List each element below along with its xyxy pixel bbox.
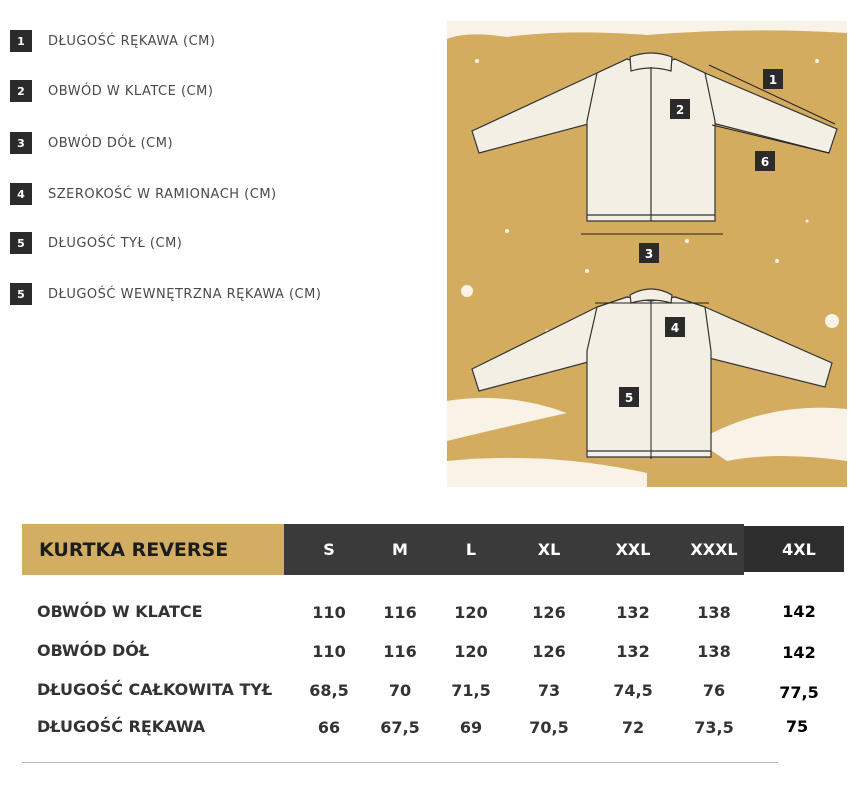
marker-6-label: 6 (760, 155, 770, 169)
table-cell: 110 (312, 642, 346, 661)
legend-label: OBWÓD DÓŁ (CM) (48, 135, 174, 151)
table-cell: 73,5 (694, 718, 734, 737)
legend-number-badge: 3 (10, 132, 32, 154)
table-cell: 116 (383, 642, 417, 661)
marker-2-label: 2 (675, 103, 685, 117)
size-header: 4XL (782, 540, 816, 559)
table-cell: 142 (782, 643, 816, 662)
table-cell: 66 (317, 718, 341, 737)
size-table-header (22, 524, 844, 575)
table-cell: 70 (388, 681, 412, 700)
table-cell: 67,5 (380, 718, 420, 737)
legend-number-badge: 2 (10, 80, 32, 102)
size-header: XXL (615, 540, 651, 559)
size-header: S (323, 540, 335, 559)
table-cell: 132 (616, 642, 650, 661)
table-cell: 74,5 (613, 681, 653, 700)
legend-number-badge: 5 (10, 283, 32, 305)
product-title: KURTKA REVERSE (22, 524, 284, 575)
legend-number-badge: 1 (10, 30, 32, 52)
marker-4-label: 4 (670, 321, 680, 335)
legend-item (10, 282, 321, 306)
marker-5-label: 5 (624, 391, 634, 405)
table-cell: 70,5 (529, 718, 569, 737)
row-label: OBWÓD DÓŁ (37, 641, 150, 660)
legend-item (10, 231, 182, 255)
size-header: XXXL (690, 540, 738, 559)
table-cell: 69 (459, 718, 483, 737)
size-header: L (465, 540, 477, 559)
legend-label: DŁUGOŚĆ WEWNĘTRZNA RĘKAWA (CM) (48, 286, 322, 302)
table-cell: 77,5 (779, 683, 819, 702)
size-header: XL (537, 540, 561, 559)
row-label: DŁUGOŚĆ RĘKAWA (37, 717, 206, 736)
marker-3-label: 3 (644, 247, 654, 261)
legend-item (10, 29, 215, 53)
table-cell: 116 (383, 603, 417, 622)
legend-label: OBWÓD W KLATCE (CM) (48, 83, 214, 99)
legend-label: DŁUGOŚĆ RĘKAWA (CM) (48, 33, 216, 49)
legend-label: SZEROKOŚĆ W RAMIONACH (CM) (48, 186, 277, 202)
legend-label: DŁUGOŚĆ TYŁ (CM) (48, 235, 183, 251)
table-cell: 76 (702, 681, 726, 700)
divider (22, 762, 778, 763)
table-cell: 68,5 (309, 681, 349, 700)
table-cell: 138 (697, 642, 731, 661)
table-cell: 71,5 (451, 681, 491, 700)
row-label: DŁUGOŚĆ CAŁKOWITA TYŁ (37, 680, 273, 699)
jacket-measurement-diagram (447, 21, 847, 487)
table-cell: 110 (312, 603, 346, 622)
table-cell: 72 (621, 718, 645, 737)
size-header: M (392, 540, 408, 559)
table-cell: 126 (532, 642, 566, 661)
legend-item (10, 79, 213, 103)
table-cell: 142 (782, 602, 816, 621)
legend-item (10, 131, 173, 155)
marker-1-label: 1 (768, 73, 778, 87)
table-cell: 126 (532, 603, 566, 622)
table-cell: 138 (697, 603, 731, 622)
table-cell: 120 (454, 603, 488, 622)
table-cell: 75 (785, 717, 809, 736)
legend-number-badge: 5 (10, 232, 32, 254)
table-cell: 132 (616, 603, 650, 622)
legend-number-badge: 4 (10, 183, 32, 205)
table-cell: 73 (537, 681, 561, 700)
legend-item (10, 182, 277, 206)
table-cell: 120 (454, 642, 488, 661)
row-label: OBWÓD W KLATCE (37, 602, 203, 621)
